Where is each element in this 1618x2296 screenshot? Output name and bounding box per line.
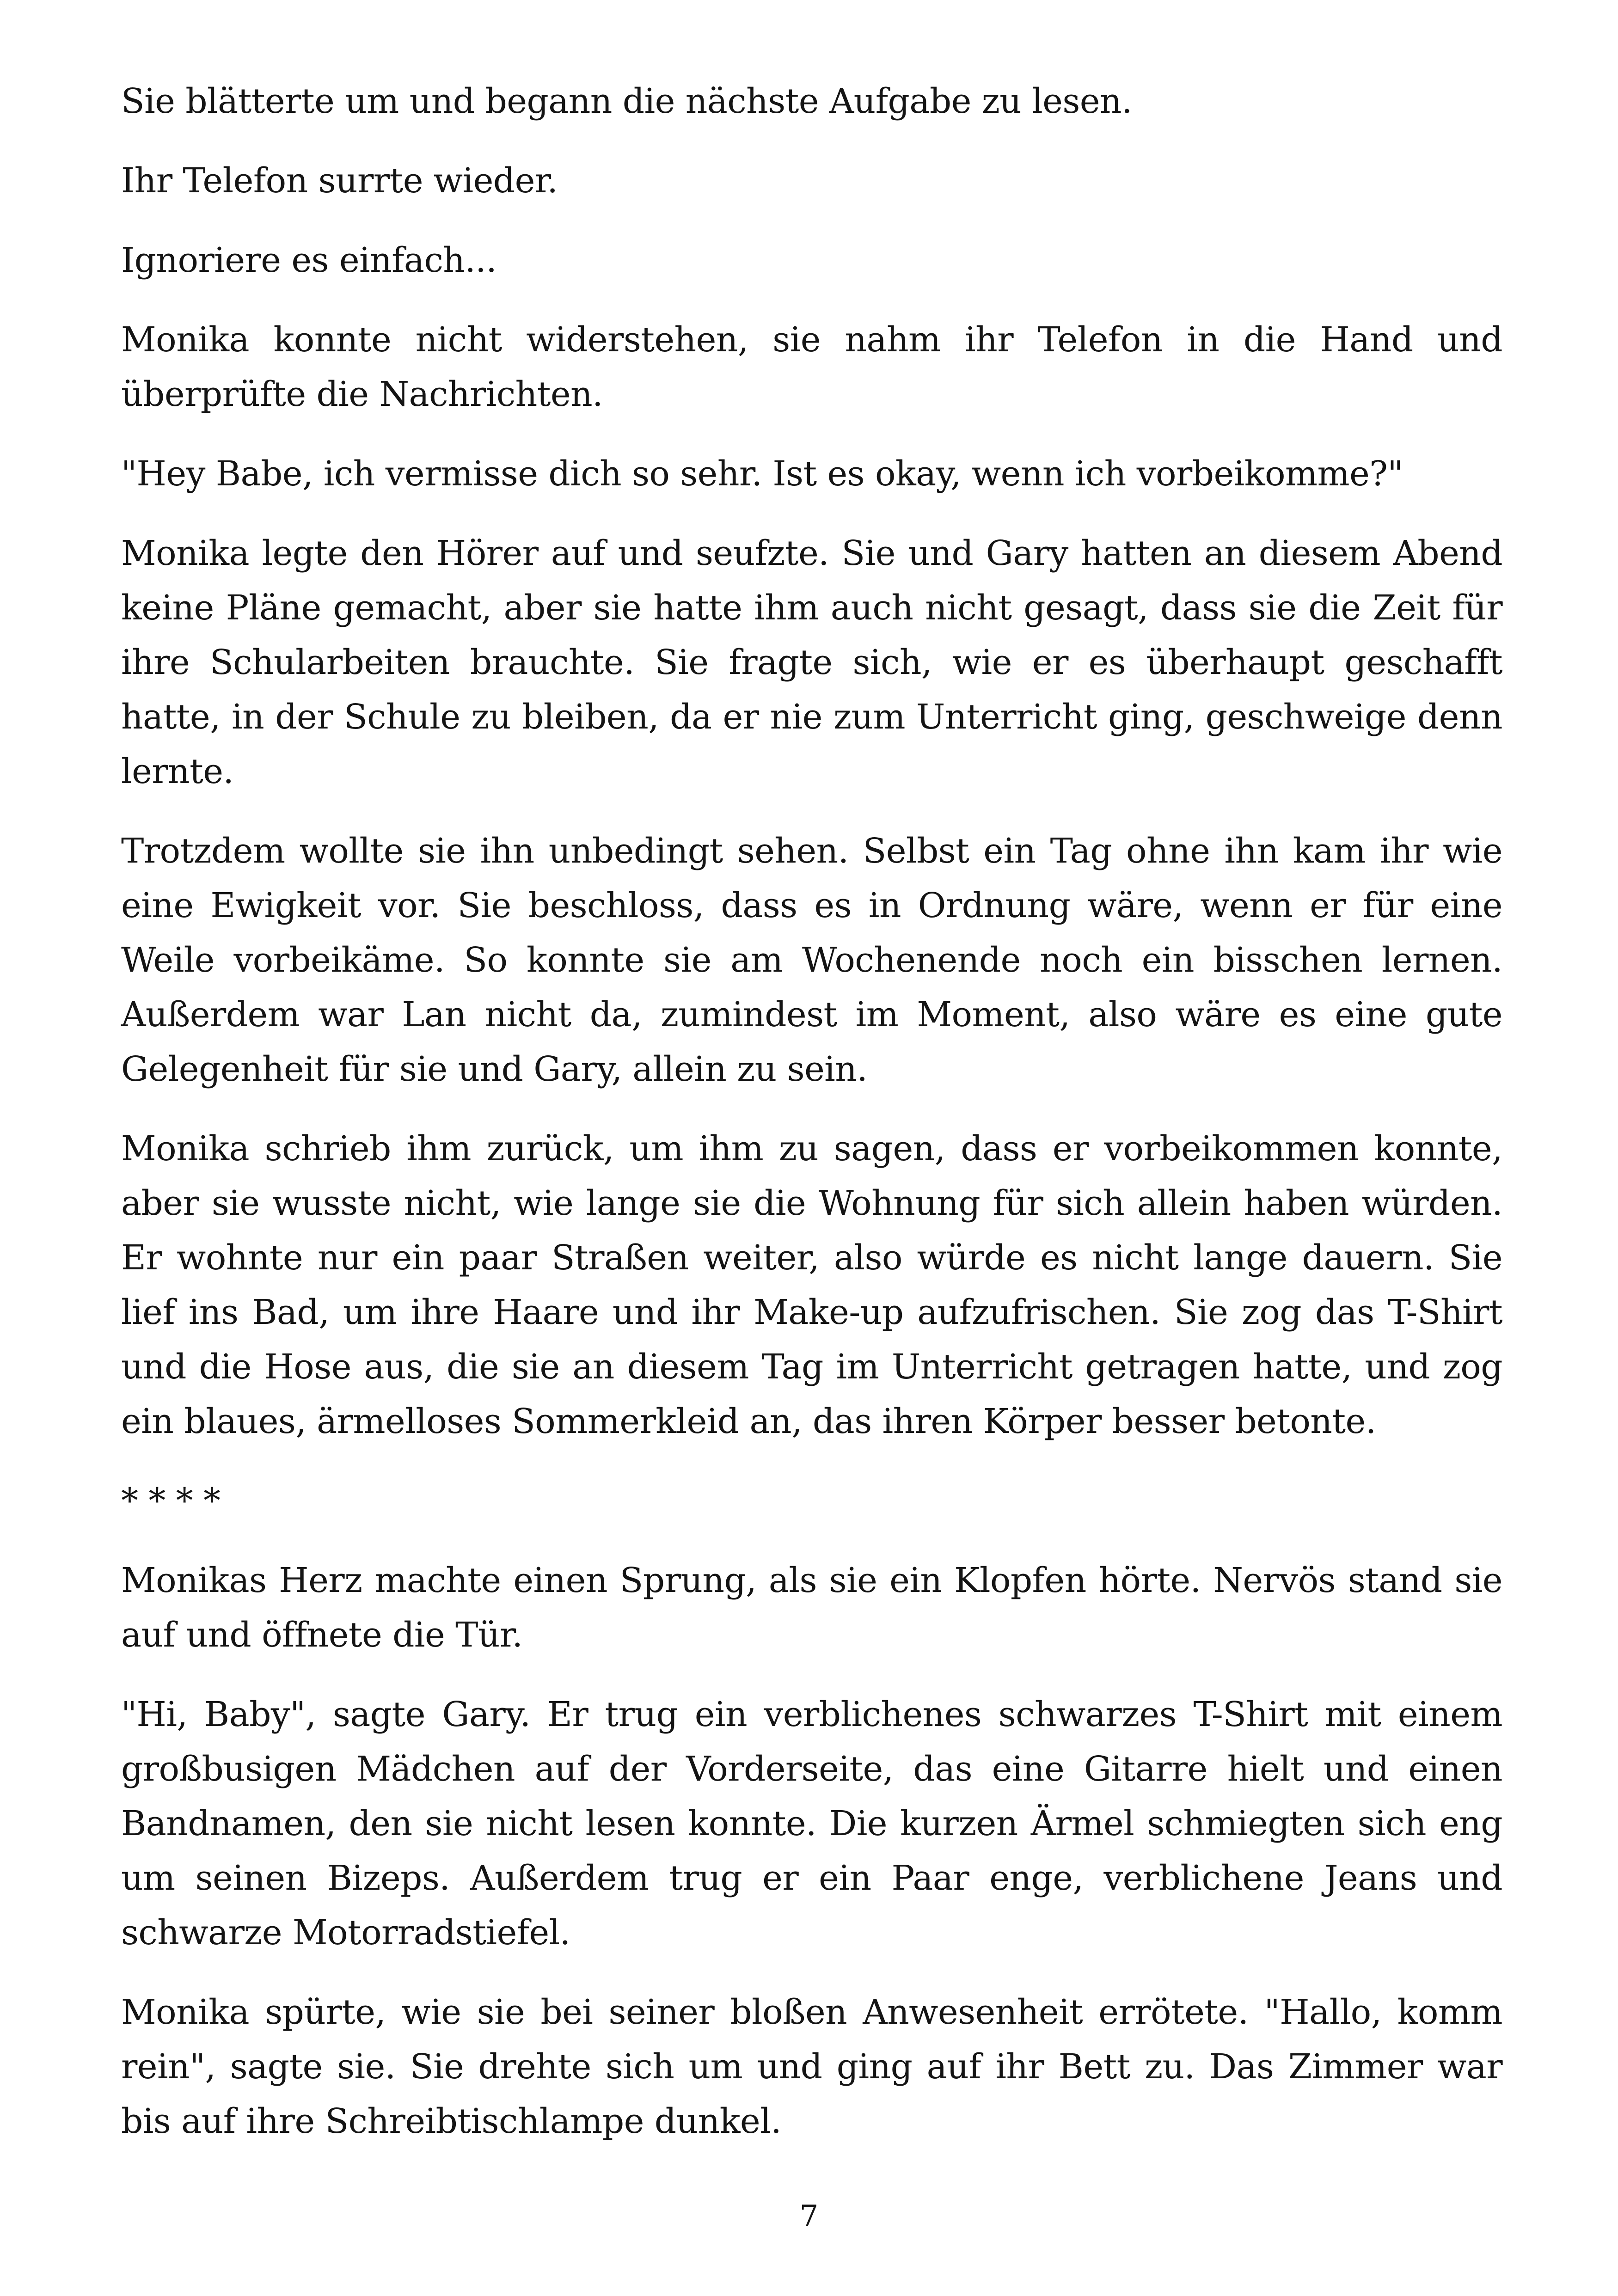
document-body (121, 74, 1502, 2174)
paragraph: Monika spürte, wie sie bei seiner bloßen Anwesenheit errötete. "Hallo, komm rein", sagte sie. Sie drehte sich um und ging auf ihr Bett zu. Das Zimmer war bis auf ihre Schreibtischlampe dunkel. (121, 1992, 1502, 2141)
page-number: 7 (799, 2199, 819, 2234)
paragraph: Monika konnte nicht widerstehen, sie nahm ihr Telefon in die Hand und überprüfte die Nachrichten. (121, 320, 1502, 414)
paragraph: Sie blätterte um und begann die nächste Aufgabe zu lesen. (121, 81, 1132, 121)
paragraph: Ignoriere es einfach... (121, 240, 497, 280)
paragraph: "Hey Babe, ich vermisse dich so sehr. Ist es okay, wenn ich vorbeikomme?" (121, 454, 1403, 494)
paragraph: Monika schrieb ihm zurück, um ihm zu sagen, dass er vorbeikommen konnte, aber sie wusste nicht, wie lange sie die Wohnung für sich allein haben würden. Er wohnte nur ein paar Straßen weiter, also würde es nicht lange dauern. Sie lief ins Bad, um ihre Haare und ihr Make-up aufzufrischen. Sie zog das T-Shirt und die Hose aus, die sie an diesem Tag im Unterricht getragen hatte, und zog ein blaues, ärmelloses Sommerkleid an, das ihren Körper besser betonte. (121, 1129, 1502, 1441)
paragraph: Trotzdem wollte sie ihn unbedingt sehen. Selbst ein Tag ohne ihn kam ihr wie eine Ewigkeit vor. Sie beschloss, dass es in Ordnung wäre, wenn er für eine Weile vorbeikäme. So konnte sie am Wochenende noch ein bisschen lernen. Außerdem war Lan nicht da, zumindest im Moment, also wäre es eine gute Gelegenheit für sie und Gary, allein zu sein. (121, 831, 1502, 1089)
paragraph: "Hi, Baby", sagte Gary. Er trug ein verblichenes schwarzes T-Shirt mit einem großbusigen Mädchen auf der Vorderseite, das eine Gitarre hielt und einen Bandnamen, den sie nicht lesen konnte. Die kurzen Ärmel schmiegten sich eng um seinen Bizeps. Außerdem trug er ein Paar enge, verblichene Jeans und schwarze Motorradstiefel. (121, 1695, 1502, 1953)
scene-break: * * * * (121, 1481, 221, 1521)
paragraph: Monika legte den Hörer auf und seufzte. Sie und Gary hatten an diesem Abend keine Pläne gemacht, aber sie hatte ihm auch nicht gesagt, dass sie die Zeit für ihre Schularbeiten brauchte. Sie fragte sich, wie er es überhaupt geschafft hatte, in der Schule zu bleiben, da er nie zum Unterricht ging, geschweige denn lernte. (121, 533, 1502, 791)
paragraph: Ihr Telefon surrte wieder. (121, 161, 558, 201)
paragraph: Monikas Herz machte einen Sprung, als sie ein Klopfen hörte. Nervös stand sie auf und öffnete die Tür. (121, 1561, 1502, 1655)
